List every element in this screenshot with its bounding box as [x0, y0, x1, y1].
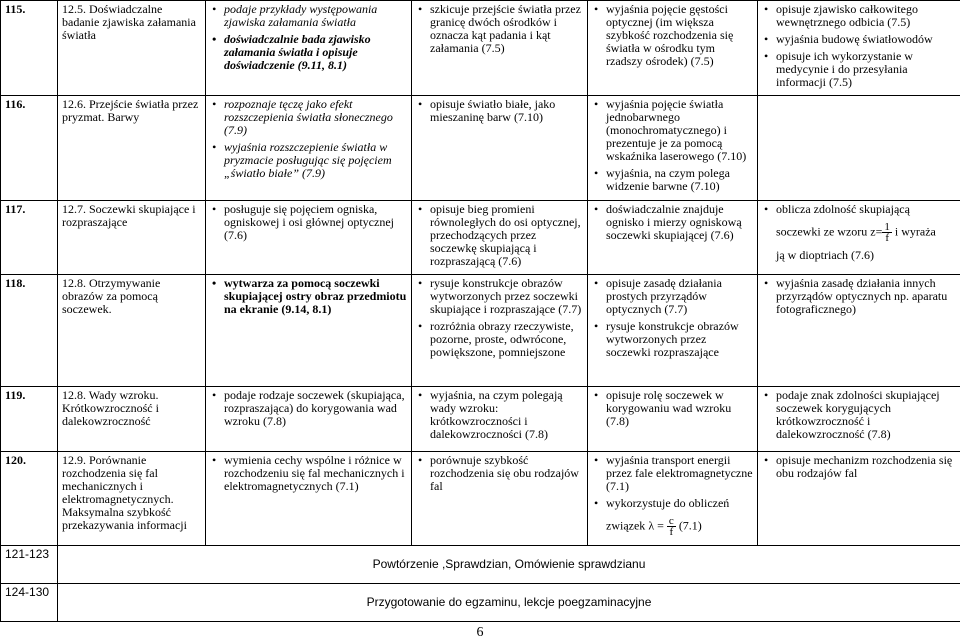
formula-numerator: 1: [884, 221, 890, 233]
requirement-list: [762, 203, 956, 262]
wave-relation-formula: [592, 516, 753, 537]
requirement-list: [210, 3, 407, 72]
requirement-list: [210, 389, 407, 428]
formula-bullet-text: oblicza zdolność skupiającą: [776, 202, 910, 216]
list-item: • wymienia cechy wspólne i różnice w rozchodzeniu się fal mechanicznych i elektromagnetycznych (7.1): [224, 454, 407, 493]
summary-row-exam: [1, 584, 960, 622]
list-item: • wyjaśnia rozszczepienie światła w pryzmacie posługując się pojęciem „światło białe” (7.9): [224, 141, 407, 180]
list-item: • rozpoznaje tęczę jako efekt rozszczepienia światła słonecznego (7.9): [224, 98, 407, 137]
list-item: • opisuje ich wykorzystanie w medycynie i do przesyłania informacji (7.5): [776, 50, 956, 89]
formula-tail: ją w dioptriach (7.6): [776, 248, 874, 262]
formula-prefix: związek: [606, 518, 646, 533]
requirement-cell: [206, 387, 412, 452]
table-row: [1, 387, 960, 452]
list-item: • wyjaśnia budowę światłowodów: [776, 33, 956, 46]
requirement-cell: [206, 275, 412, 387]
requirement-list: [762, 454, 956, 480]
list-item: • wyjaśnia pojęcie światła jednobarwnego (monochromatycznego) i prezentuje je za pomocą wskaźnika laserowego (7.10): [606, 98, 753, 163]
list-item: • wyjaśnia, na czym polega widzenie barwne (7.10): [606, 167, 753, 193]
requirement-list: [592, 203, 753, 242]
lesson-number: 119.: [1, 387, 58, 452]
summary-number-1: 121-123: [1, 546, 58, 584]
table-row: [1, 275, 960, 387]
formula-lhs: λ: [648, 518, 655, 533]
list-item: • wyjaśnia transport energii przez fale elektromagnetyczne (7.1): [606, 454, 753, 493]
requirement-cell: [758, 387, 960, 452]
requirement-cell: [412, 1, 588, 96]
summary-text-1: Powtórzenie ,Sprawdzian, Omówienie sprawdzianu: [58, 546, 960, 584]
table-row: [1, 452, 960, 546]
requirement-cell: [588, 1, 758, 96]
formula-suffix: (7.1): [678, 518, 702, 533]
requirement-cell: [412, 275, 588, 387]
list-item: • wyjaśnia, na czym polegają wady wzroku: krótkowzroczności i dalekowzroczności (7.8): [430, 389, 583, 441]
list-item: • podaje przykłady występowania zjawiska załamania światła: [224, 3, 407, 29]
requirement-list: [416, 3, 583, 55]
list-item: • opisuje rolę soczewek w korygowaniu wad wzroku (7.8): [606, 389, 753, 428]
list-item: • rysuje konstrukcje obrazów wytworzonych przez soczewki rozpraszające: [606, 320, 753, 359]
requirement-list: [210, 454, 407, 493]
requirement-cell: [206, 452, 412, 546]
requirement-list: [762, 389, 956, 441]
requirement-cell: [206, 1, 412, 96]
requirement-list: [762, 3, 956, 89]
list-item: • szkicuje przejście światła przez granicę dwóch ośrodków i oznacza kąt padania i kąt załamania (7.5): [430, 3, 583, 55]
list-item: • wytwarza za pomocą soczewki skupiającej ostry obraz przedmiotu na ekranie (9.14, 8.1): [224, 277, 407, 316]
summary-rows: [1, 546, 960, 622]
requirement-cell: [758, 1, 960, 96]
requirement-list: [416, 203, 583, 268]
requirement-cell: [206, 201, 412, 275]
list-item: • rozróżnia obrazy rzeczywiste, pozorne, proste, odwrócone, powiększone, pomniejszone: [430, 320, 583, 359]
requirement-cell: [412, 201, 588, 275]
lesson-topic: 12.8. Otrzymywanie obrazów za pomocą soczewek.: [58, 275, 206, 387]
list-item: • opisuje zjawisko całkowitego wewnętrznego odbicia (7.5): [776, 3, 956, 29]
focal-power-formula: [776, 222, 956, 243]
list-item: • podaje znak zdolności skupiającej soczewek korygujących krótkowzroczność i dalekowzroczność (7.8): [776, 389, 956, 441]
requirement-cell: [588, 201, 758, 275]
lesson-number: 116.: [1, 96, 58, 201]
lesson-topic: 12.9. Porównanie rozchodzenia się fal mechanicznych i elektromagnetycznych. Maksymalna szybkość przekazywania informacji: [58, 452, 206, 546]
lesson-topic: 12.7. Soczewki skupiające i rozpraszające: [58, 201, 206, 275]
lesson-number: 118.: [1, 275, 58, 387]
requirement-cell: [758, 452, 960, 546]
requirement-cell: [206, 96, 412, 201]
requirement-cell: [588, 452, 758, 546]
table-row: [1, 201, 960, 275]
formula-numerator: c: [668, 515, 674, 527]
list-item: • opisuje zasadę działania prostych przyrządów optycznych (7.7): [606, 277, 753, 316]
requirement-list: [416, 98, 583, 124]
formula-fraction: [667, 516, 676, 537]
requirement-list: [210, 203, 407, 242]
lesson-number: 120.: [1, 452, 58, 546]
list-item: • opisuje mechanizm rozchodzenia się obu rodzajów fal: [776, 454, 956, 480]
requirement-list: [592, 389, 753, 428]
requirement-list: [592, 3, 753, 68]
list-item: • doświadczalnie znajduje ognisko i mierzy ogniskową soczewki skupiającej (7.6): [606, 203, 753, 242]
lesson-topic: 12.8. Wady wzroku. Krótkowzroczność i dalekowzroczność: [58, 387, 206, 452]
requirement-cell: [758, 275, 960, 387]
requirement-list: [416, 277, 583, 359]
table-row: [1, 96, 960, 201]
requirement-list: [416, 389, 583, 441]
list-item: • rysuje konstrukcje obrazów wytworzonych przez soczewki skupiające i rozpraszające (7.7): [430, 277, 583, 316]
requirement-cell: [588, 96, 758, 201]
list-item: • doświadczalnie bada zjawisko załamania światła i opisuje doświadczenie (9.11, 8.1): [224, 33, 407, 72]
formula-fraction: [882, 222, 892, 243]
lesson-number: 115.: [1, 1, 58, 96]
summary-row-review: [1, 546, 960, 584]
requirement-cell: [758, 201, 960, 275]
list-item: • wykorzystuje do obliczeń: [606, 497, 753, 510]
requirement-list: [592, 98, 753, 193]
formula-eq: =: [657, 518, 664, 533]
formula-suffix: i wyraża: [894, 224, 936, 239]
formula-eq: =: [875, 224, 883, 239]
summary-text-2: Przygotowanie do egzaminu, lekcje poegzaminacyjne: [58, 584, 960, 622]
requirement-cell: [412, 452, 588, 546]
list-item: • opisuje bieg promieni równoległych do osi optycznej, przechodzących przez soczewkę skupiającą i rozpraszającą (7.6): [430, 203, 583, 268]
requirement-cell: [758, 96, 960, 201]
lesson-rows: [1, 1, 960, 546]
list-item: [776, 203, 956, 262]
summary-number-2: 124-130: [1, 584, 58, 622]
formula-prefix: soczewki ze wzoru: [776, 224, 868, 239]
page-number: 6: [476, 625, 484, 640]
requirement-list: [210, 277, 407, 316]
list-item: • posługuje się pojęciem ogniska, ogniskowej i osi głównej optycznej (7.6): [224, 203, 407, 242]
list-item: • wyjaśnia pojęcie gęstości optycznej (im większa szybkość rozchodzenia się światła w ośrodku tym rzadszy ośrodek) (7.5): [606, 3, 753, 68]
list-item: • opisuje światło białe, jako mieszaninę barw (7.10): [430, 98, 583, 124]
requirement-list: [210, 98, 407, 180]
requirement-list: [592, 277, 753, 359]
requirement-cell: [412, 96, 588, 201]
requirement-list: [592, 454, 753, 510]
requirement-cell: [588, 387, 758, 452]
table-row: [1, 1, 960, 96]
requirement-list: [762, 277, 956, 316]
formula-lhs: z: [870, 224, 876, 239]
lesson-topic: 12.6. Przejście światła przez pryzmat. Barwy: [58, 96, 206, 201]
list-item: • podaje rodzaje soczewek (skupiająca, rozpraszająca) do korygowania wad wzroku (7.8): [224, 389, 407, 428]
requirement-cell: [412, 387, 588, 452]
list-item: • porównuje szybkość rozchodzenia się obu rodzajów fal: [430, 454, 583, 493]
list-item: • wyjaśnia zasadę działania innych przyrządów optycznych np. aparatu fotograficznego): [776, 277, 956, 316]
formula-denominator: f: [885, 232, 889, 244]
requirement-cell: [588, 275, 758, 387]
formula-denominator: f: [669, 526, 674, 538]
requirement-list: [416, 454, 583, 493]
lesson-topic: 12.5. Doświadczalne badanie zjawiska załamania światła: [58, 1, 206, 96]
lesson-number: 117.: [1, 201, 58, 275]
